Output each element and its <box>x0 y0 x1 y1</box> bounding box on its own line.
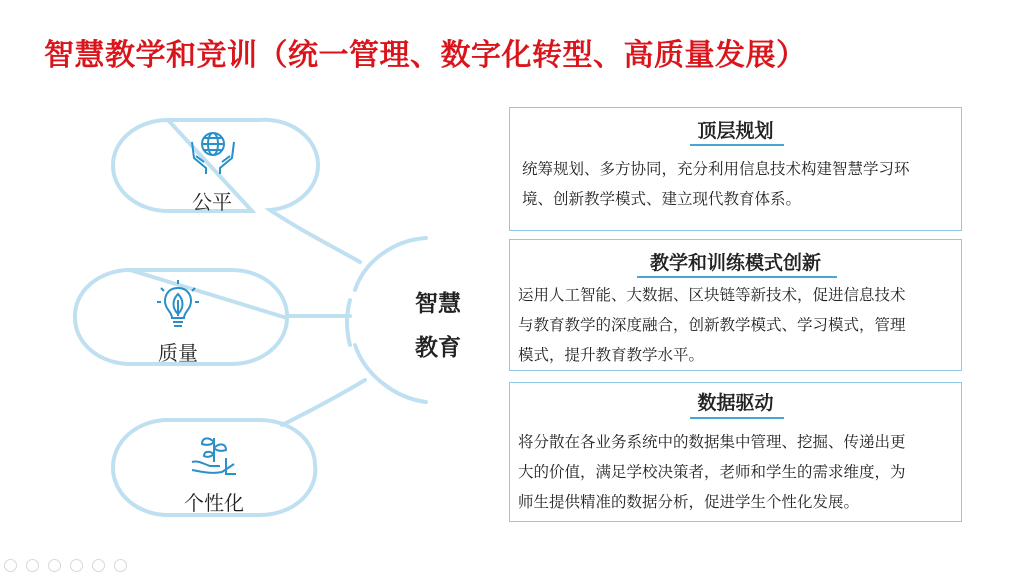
center-label <box>405 282 471 370</box>
center-label-line1: 智慧 <box>415 291 461 317</box>
card-title-underline <box>690 417 784 419</box>
card-body-line: 师生提供精准的数据分析，促进学生个性化发展。 <box>518 493 860 511</box>
prev-slide-button[interactable] <box>4 559 17 572</box>
card-body <box>518 280 953 370</box>
slides-overview-button[interactable] <box>70 559 83 572</box>
bubble-label-fairness: 公平 <box>192 190 232 214</box>
card-teaching-innovation <box>509 239 962 371</box>
more-options-button[interactable] <box>114 559 127 572</box>
next-slide-button[interactable] <box>26 559 39 572</box>
card-body-line: 运用人工智能、大数据、区块链等新技术，促进信息技术 <box>518 286 906 304</box>
card-title: 顶层规划 <box>697 120 774 142</box>
card-title: 教学和训练模式创新 <box>649 252 821 274</box>
center-arc-mid <box>347 300 350 345</box>
slideshow-controls <box>4 557 131 573</box>
zoom-button[interactable] <box>92 559 105 572</box>
card-body-line: 大的价值，满足学校决策者，老师和学生的需求维度，为 <box>518 463 906 481</box>
pen-tool-button[interactable] <box>48 559 61 572</box>
bubble-label-personalization: 个性化 <box>184 491 244 515</box>
page-title: 智慧教学和竞训（统一管理、数字化转型、高质量发展） <box>44 38 807 73</box>
card-title: 数据驱动 <box>697 392 774 414</box>
card-title-underline <box>690 144 784 146</box>
card-body-line: 境、创新教学模式、建立现代教育体系。 <box>522 190 802 208</box>
bubble-label-quality: 质量 <box>158 341 198 365</box>
card-title-underline <box>637 276 837 278</box>
card-body-line: 将分散在各业务系统中的数据集中管理、挖掘、传递出更 <box>518 433 906 451</box>
card-top-planning <box>509 107 962 231</box>
plant-hand-icon <box>188 428 240 484</box>
center-label-line2: 教育 <box>415 335 461 361</box>
card-body-line: 与教育教学的深度融合，创新教学模式、学习模式，管理 <box>518 316 906 334</box>
card-body-line: 统筹规划、多方协同，充分利用信息技术构建智慧学习环 <box>522 160 910 178</box>
globe-hands-icon <box>186 128 240 180</box>
lightbulb-leaf-icon <box>155 278 201 336</box>
card-body <box>518 427 953 517</box>
card-body <box>522 154 953 214</box>
card-data-driven <box>509 382 962 522</box>
card-body-line: 模式，提升教育教学水平。 <box>518 346 705 364</box>
